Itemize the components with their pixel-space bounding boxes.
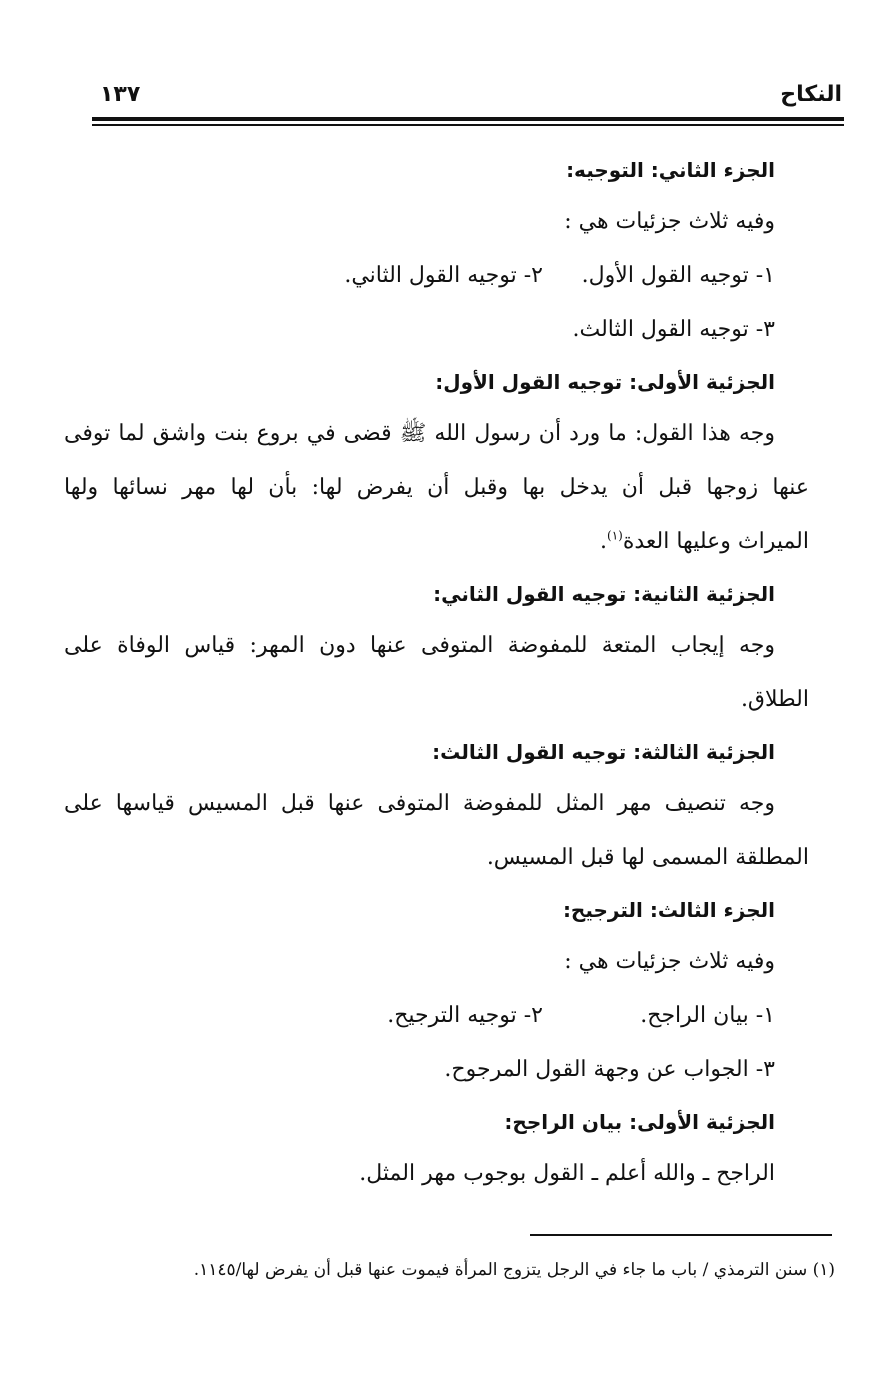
sub-one-line-3-text: الميراث وعليها العدة <box>622 529 809 554</box>
part-three-intro: وفيه ثلاث جزئيات هي : <box>564 949 775 974</box>
part-two-item-3: ٣- توجيه القول الثالث. <box>572 317 775 342</box>
part-two-items-row <box>64 249 809 303</box>
heading-sub-two: الجزئية الثانية: توجيه القول الثاني: <box>433 582 775 606</box>
heading-part-two: الجزء الثاني: التوجيه: <box>566 158 775 182</box>
footnote-separator <box>530 1234 832 1236</box>
part-three-items-row <box>64 989 809 1043</box>
part-three-item-3: ٣- الجواب عن وجهة القول المرجوح. <box>444 1057 775 1082</box>
part-three-item-1: ١- بيان الراجح. <box>640 1003 775 1028</box>
header-rule-thick <box>92 117 844 121</box>
part-three-item-2: ٢- توجيه الترجيح. <box>387 1003 543 1028</box>
footnote-1: (١) سنن الترمذي / باب ما جاء في الرجل يتزوج المرأة فيموت عنها قبل أن يفرض لها/١١٤٥. <box>193 1260 835 1280</box>
page-content <box>64 145 809 1201</box>
sub-one-line-3-end: . <box>600 529 608 554</box>
sub-one-line-2: عنها زوجها قبل أن يدخل بها وقبل أن يفرض لها: بأن لها مهر نسائها ولها <box>64 475 809 500</box>
sub-three-line-2: المطلقة المسمى لها قبل المسيس. <box>486 845 809 870</box>
running-head <box>94 78 842 118</box>
sub-three-line-1: وجه تنصيف مهر المثل للمفوضة المتوفى عنها قبل المسيس قياسها على <box>64 791 775 816</box>
part-two-item-2: ٢- توجيه القول الثاني. <box>344 263 543 288</box>
heading-part-three: الجزء الثالث: الترجيح: <box>562 898 775 922</box>
header-rule-thin <box>92 124 844 126</box>
part-two-item-1: ١- توجيه القول الأول. <box>581 263 775 288</box>
part-two-intro: وفيه ثلاث جزئيات هي : <box>564 209 775 234</box>
sub-one-line-1: وجه هذا القول: ما ورد أن رسول الله ﷺ قضى في بروع بنت واشق لما توفى <box>64 421 775 446</box>
part-three-sub-one-line-1: الراجح ـ والله أعلم ـ القول بوجوب مهر المثل. <box>359 1161 775 1186</box>
heading-sub-one: الجزئية الأولى: توجيه القول الأول: <box>435 370 775 394</box>
running-title: النكاح <box>780 82 842 107</box>
heading-part-three-sub-one: الجزئية الأولى: بيان الراجح: <box>504 1110 775 1134</box>
sub-one-line-3 <box>64 515 809 569</box>
footnote-ref-1[interactable]: (١) <box>607 528 623 543</box>
sub-two-line-2: الطلاق. <box>740 687 809 712</box>
heading-sub-three: الجزئية الثالثة: توجيه القول الثالث: <box>432 740 775 764</box>
sub-two-line-1: وجه إيجاب المتعة للمفوضة المتوفى عنها دون المهر: قياس الوفاة على <box>64 633 775 658</box>
page-number: ١٣٧ <box>100 82 141 107</box>
